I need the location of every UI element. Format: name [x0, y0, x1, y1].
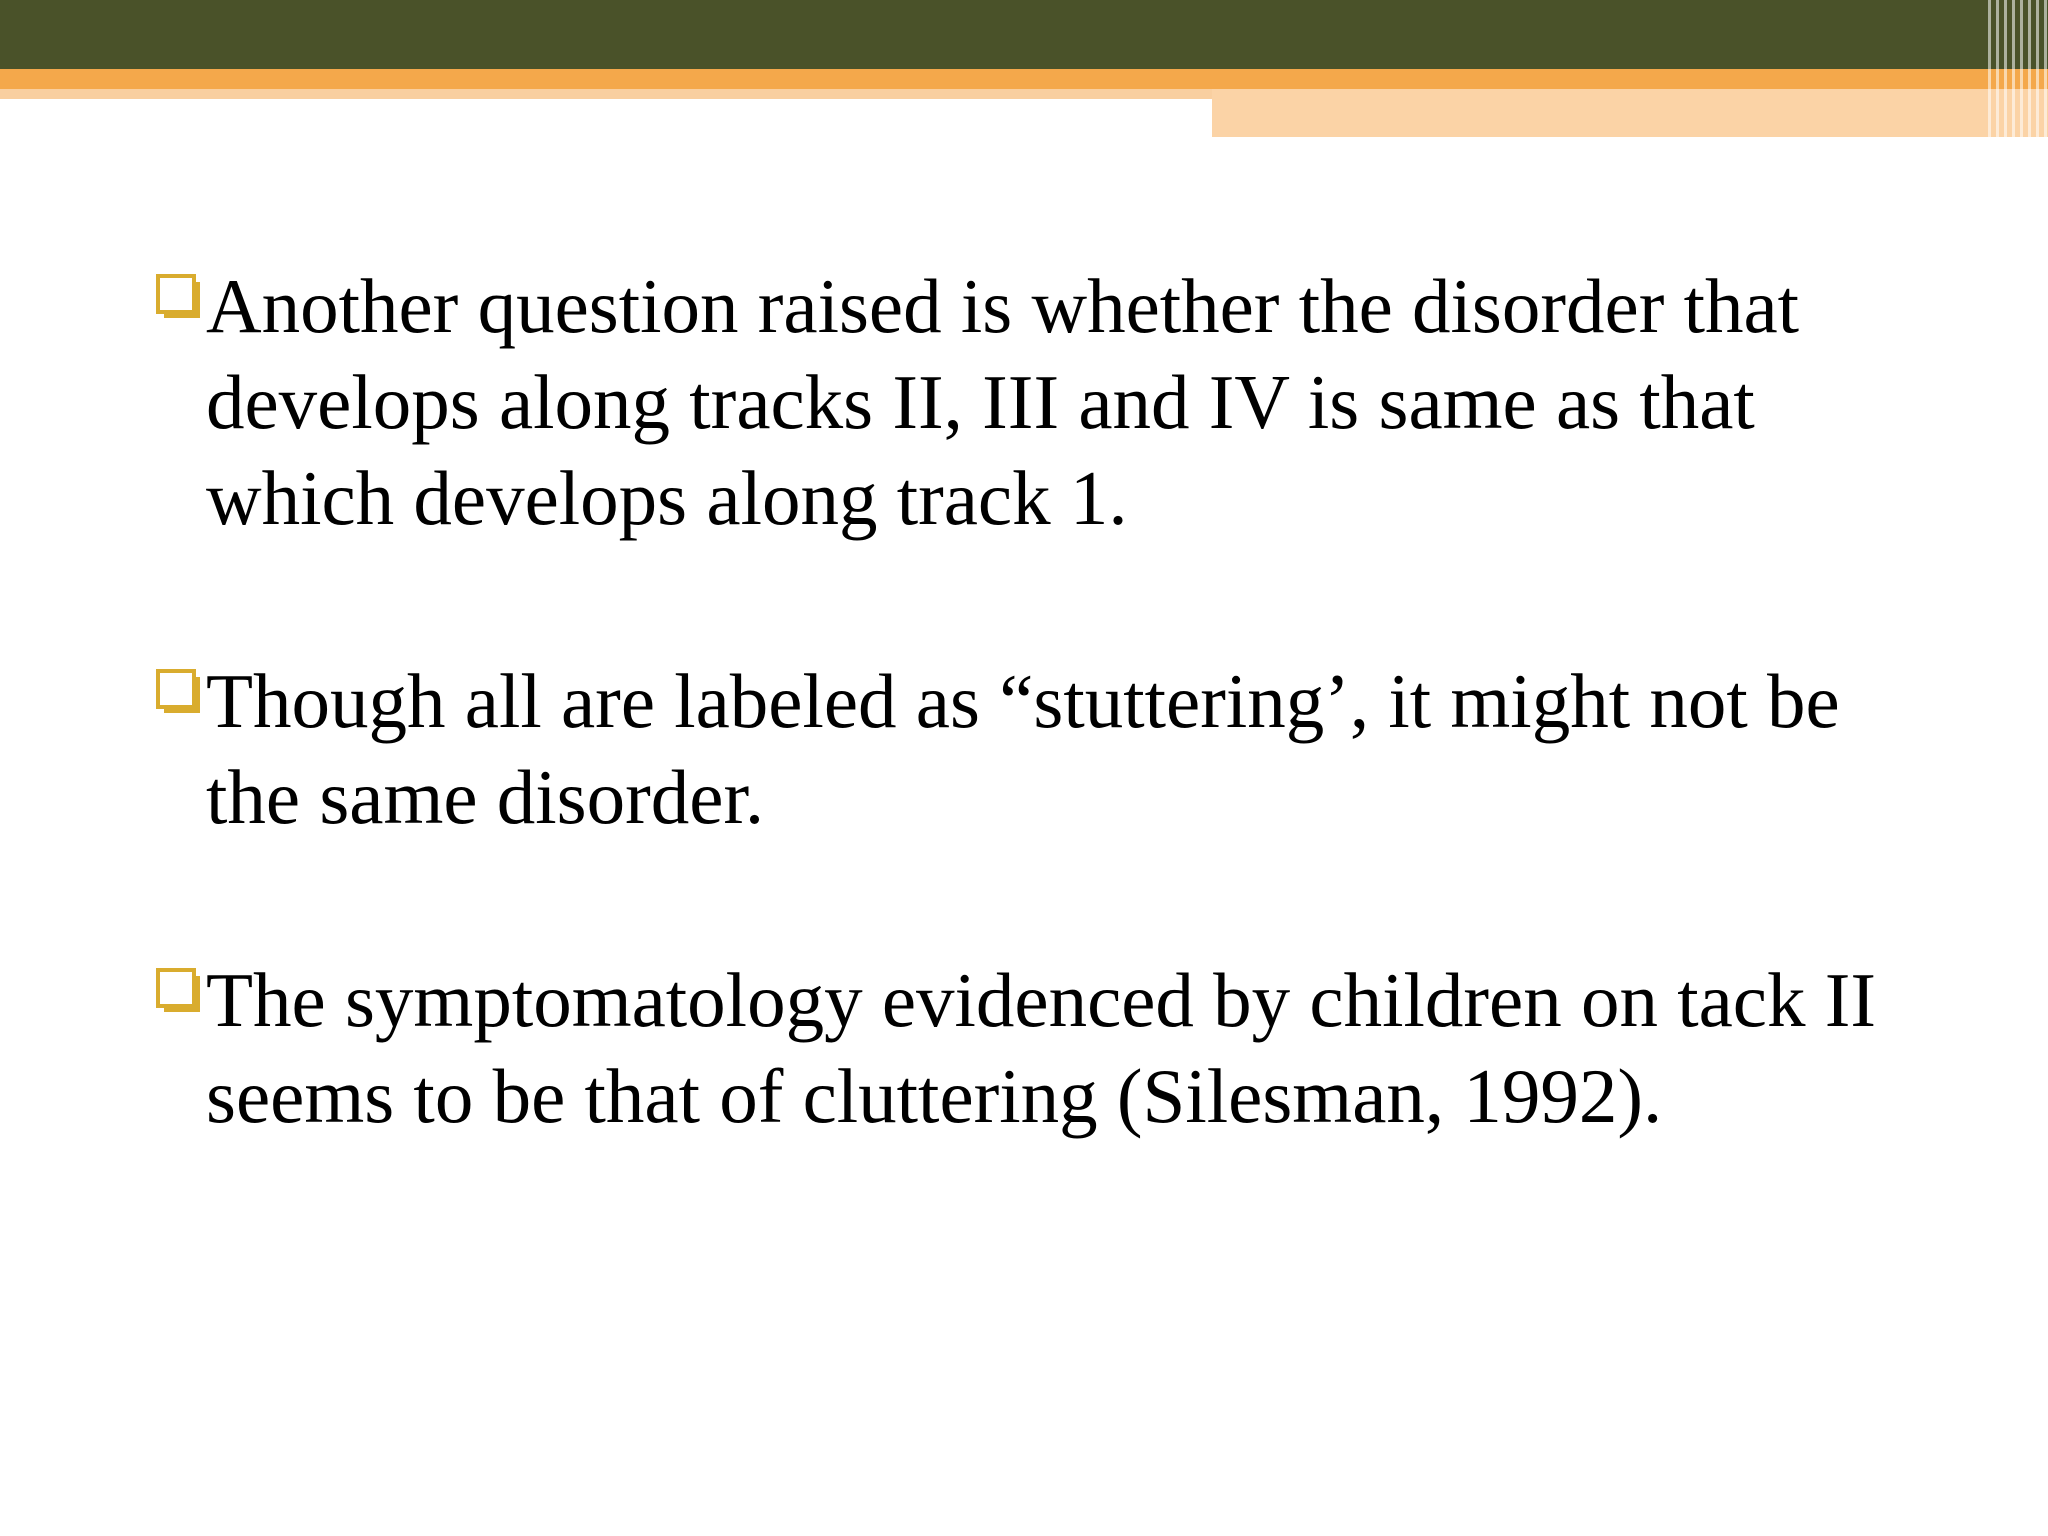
bullet-text: Another question raised is whether the disorder that develops along tracks II, III and IV is same as that which develops along track 1. [206, 263, 1800, 541]
header-band-peach-right [1212, 89, 2048, 137]
header-band-orange [0, 69, 2048, 89]
header-band-olive [0, 0, 2048, 69]
hollow-square-bullet-icon [156, 669, 202, 715]
header-band-peach-thin [0, 89, 1212, 99]
bullet-item [150, 258, 1940, 546]
bullet-text: The symptomatology evidenced by children on tack II seems to be that of cluttering (Silesman, 1992). [206, 957, 1876, 1139]
hollow-square-bullet-icon [156, 968, 202, 1014]
bullet-text: Though all are labeled as “stuttering’, it might not be the same disorder. [206, 658, 1840, 840]
header-stripes-decoration [1988, 0, 2048, 137]
bullet-item [150, 952, 1940, 1144]
hollow-square-bullet-icon [156, 274, 202, 320]
bullet-list [150, 258, 1940, 1144]
bullet-item [150, 653, 1940, 845]
